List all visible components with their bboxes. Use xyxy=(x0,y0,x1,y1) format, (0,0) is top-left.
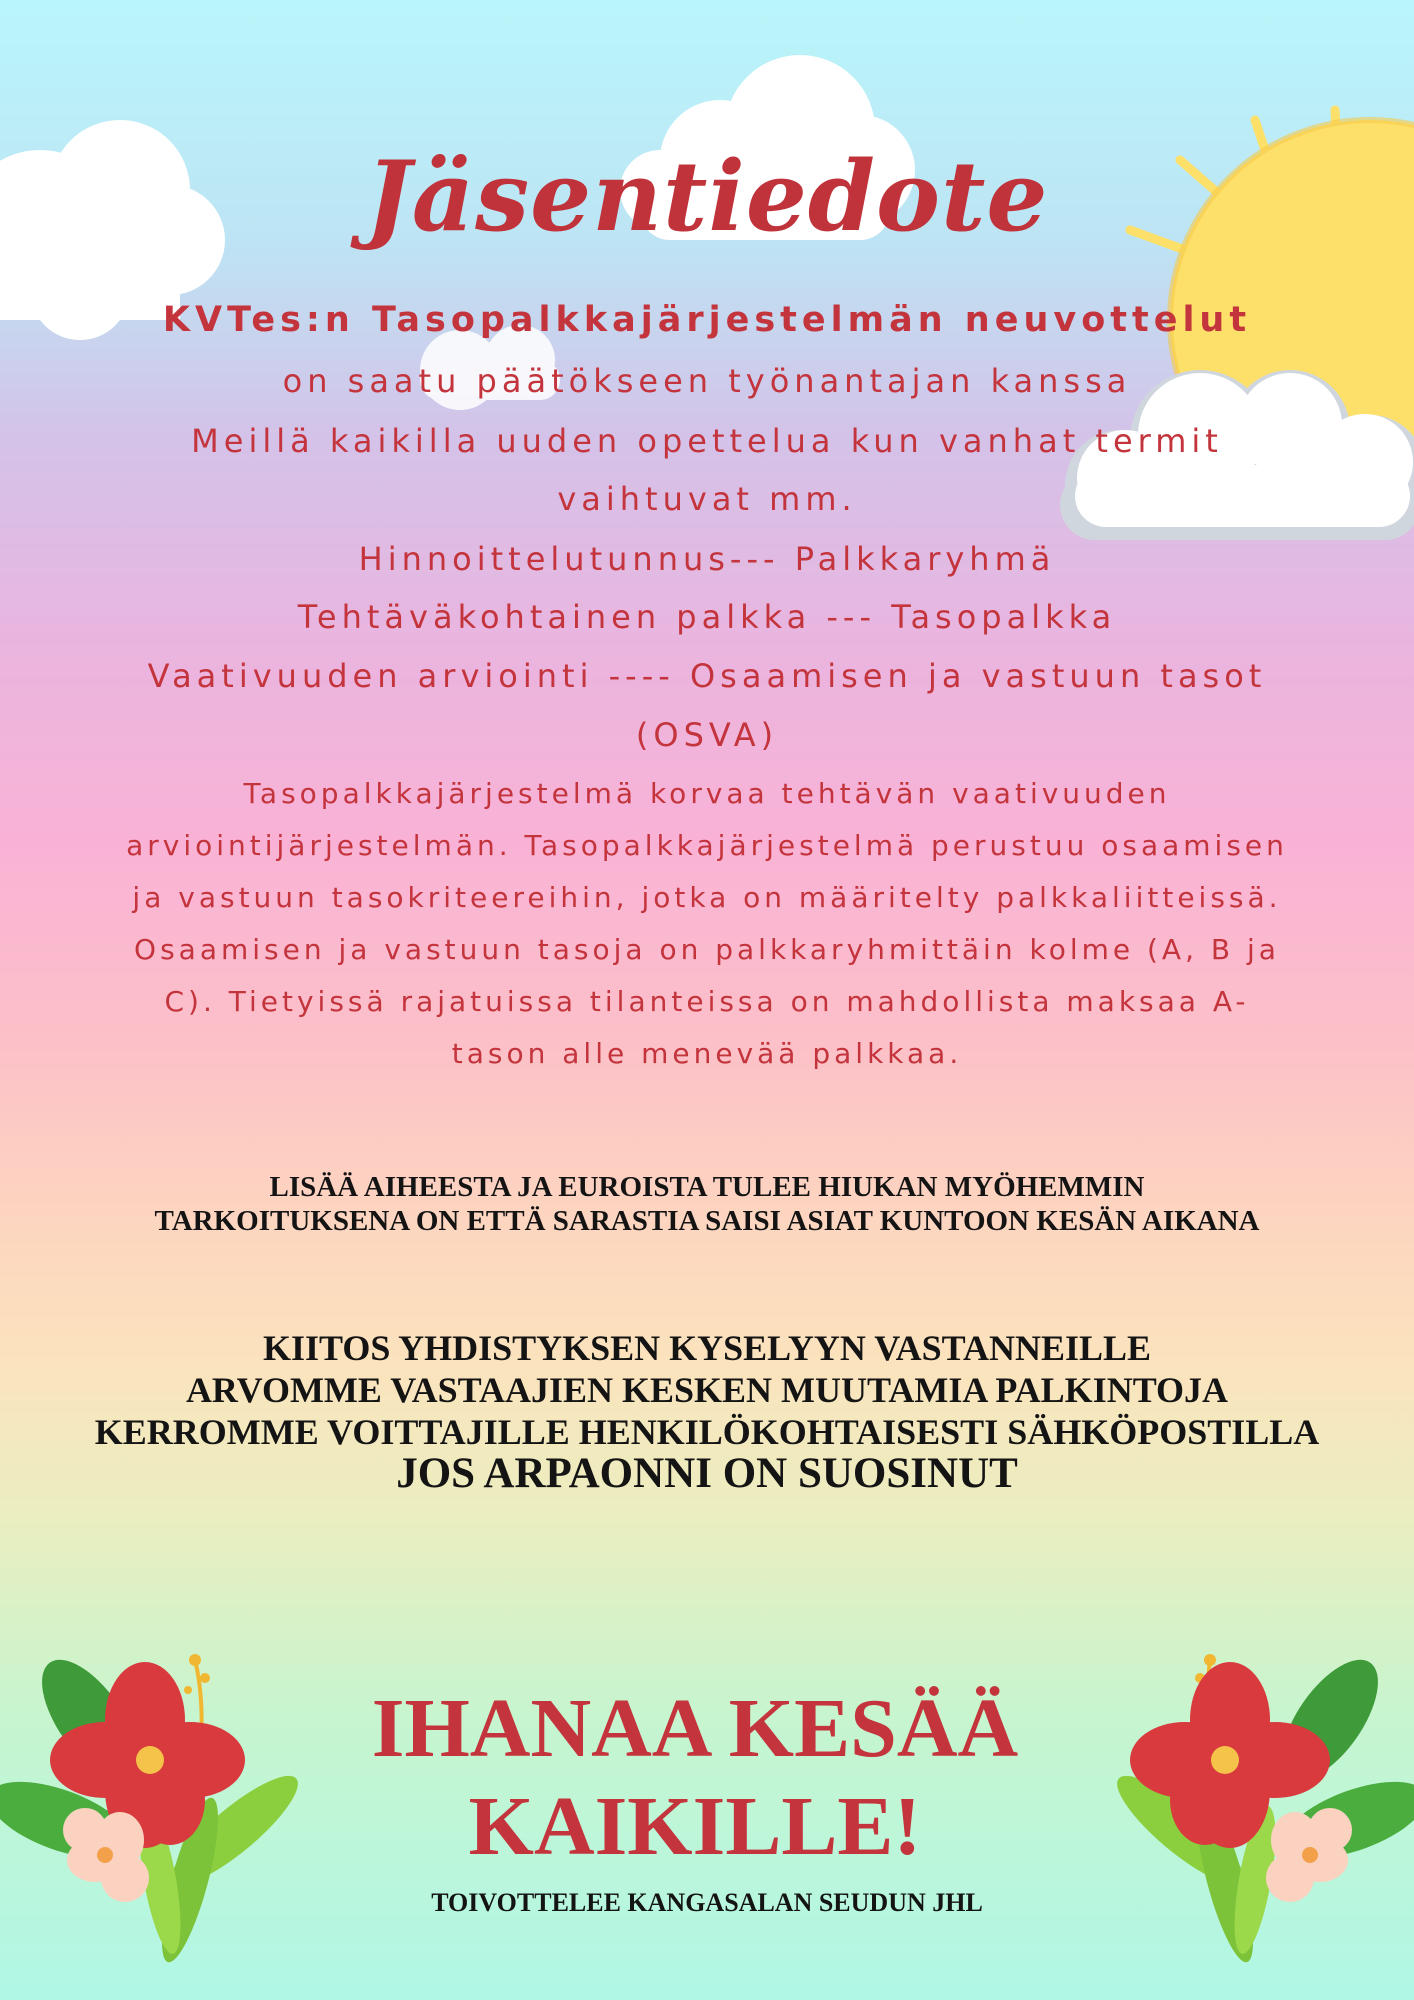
text-line-2: Meillä kaikilla uuden opettelua kun vanhat termit xyxy=(191,422,1223,460)
text-line-7: (OSVA) xyxy=(635,716,779,754)
text-line-4: Hinnoittelutunnus--- Palkkaryhmä xyxy=(358,540,1056,578)
thanks-line-4: JOS ARPAONNI ON SUOSINUT xyxy=(396,1450,1018,1497)
text-line-3: vaihtuvat mm. xyxy=(557,480,857,518)
text-line-6: Vaativuuden arviointi ---- Osaamisen ja vastuun tasot xyxy=(147,657,1267,695)
hibiscus-left-icon xyxy=(0,1644,310,1966)
headline: KVTes:n Tasopalkkajärjestelmän neuvottelut xyxy=(162,300,1252,340)
summer-line-2: KAIKILLE! xyxy=(468,1780,922,1873)
page-title: Jäsentiedote xyxy=(365,140,1049,253)
thanks-block xyxy=(0,1327,1414,1495)
text-line-5: Tehtäväkohtainen palkka --- Tasopalkka xyxy=(297,598,1117,636)
info-block xyxy=(0,1170,1414,1238)
summer-line-1: IHANAA KESÄÄ xyxy=(371,1682,1019,1775)
thanks-line-3: KERROMME VOITTAJILLE HENKILÖKOHTAISESTI SÄHKÖPOSTILLA xyxy=(94,1412,1320,1452)
info-line-2: TARKOITUKSENA ON ETTÄ SARASTIA SAISI ASIAT KUNTOON KESÄN AIKANA xyxy=(154,1205,1260,1237)
text-line-1: on saatu päätökseen työnantajan kanssa xyxy=(282,362,1132,400)
body-paragraph: Tasopalkkajärjestelmä korvaa tehtävän vaativuuden arviointijärjestelmän. Tasopalkkajärjestelmä perustuu osaamisen ja vastuun tasokriteereihin, jotka on määritelty palkkaliitteissä. Osaamisen ja vastuun tasoja on palkkaryhmittäin kolme (A, B ja C). Tietyissä rajatuissa tilanteissa on mahdollista maksaa A-tason alle menevää palkkaa. xyxy=(126,777,1288,1070)
summer-greeting xyxy=(295,1680,1095,1876)
signature: TOIVOTTELEE KANGASALAN SEUDUN JHL xyxy=(431,1888,983,1917)
hibiscus-right-icon xyxy=(1105,1644,1414,1966)
thanks-line-2: ARVOMME VASTAAJIEN KESKEN MUUTAMIA PALKINTOJA xyxy=(185,1370,1229,1410)
info-line-1: LISÄÄ AIHEESTA JA EUROISTA TULEE HIUKAN MYÖHEMMIN xyxy=(269,1171,1145,1203)
thanks-line-1: KIITOS YHDISTYKSEN KYSELYYN VASTANNEILLE xyxy=(263,1328,1151,1368)
